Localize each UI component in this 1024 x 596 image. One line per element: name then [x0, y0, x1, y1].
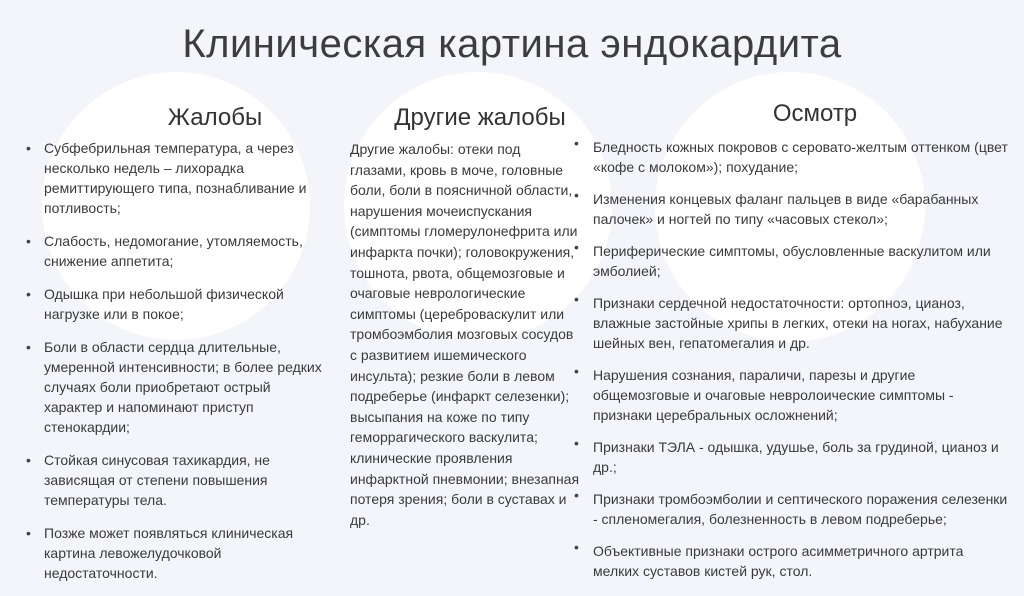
list-item: • Признаки сердечной недостаточности: ортопноэ, цианоз, влажные застойные хрипы в легких, отеки на ногах, набухание шейных вен, гепатомегалия и др. [593, 293, 1013, 353]
other-complaints-text: Другие жалобы: отеки под глазами, кровь в моче, головные боли, боли в поясничной области, нарушения мочеиспускания (симптомы гломерулонефрита или инфаркта почки); головокружения, тошнота, рвота, общемозговые и очаговые неврологические симптомы (цереброваскулит или тромбоэмболия мозговых сосудов с развитием ишемического инсульта); резкие боли в левом подреберье (инфаркт селезенки); высыпания на коже по типу геморрагического васкулита; клинические проявления инфарктной пневмонии; внезапная потеря зрения; боли в суставах и др. [350, 141, 580, 528]
complaints-list [44, 138, 329, 583]
list-item: • Позже может появляться клиническая картина левожелудочковой недостаточности. [44, 523, 329, 583]
complaints-column [44, 138, 329, 596]
list-item: • Изменения концевых фаланг пальцев в виде «барабанных палочек» и ногтей по типу «часовых стекол»; [593, 189, 1013, 229]
list-item: • Признаки тромбоэмболии и септического поражения селезенки - спленомегалия, болезненность в левом подреберье; [593, 489, 1013, 529]
slide-title: Клиническая картина эндокардита [182, 22, 842, 66]
column-heading-examination: Осмотр [772, 100, 858, 127]
list-item: • Признаки ТЭЛА - одышка, удушье, боль за грудиной, цианоз и др.; [593, 437, 1013, 477]
list-item: • Боли в области сердца длительные, умеренной интенсивности; в более редких случаях боли приобретают острый характер и напоминают приступ стенокардии; [44, 337, 329, 437]
column-heading-other-complaints: Другие жалобы [394, 104, 566, 131]
examination-column [593, 137, 1013, 593]
list-item: • Субфебрильная температура, а через несколько недель – лихорадка ремиттирующего типа, познабливание и потливость; [44, 138, 329, 218]
other-complaints-column [350, 139, 580, 530]
list-item: • Бледность кожных покровов с серовато-желтым оттенком (цвет «кофе с молоком»); похудание; [593, 137, 1013, 177]
column-heading-complaints: Жалобы [167, 104, 263, 131]
list-item: • Одышка при небольшой физической нагрузке или в покое; [44, 284, 329, 324]
examination-list [593, 137, 1013, 581]
list-item: • Слабость, недомогание, утомляемость, снижение аппетита; [44, 231, 329, 271]
list-item: • Нарушения сознания, параличи, парезы и другие общемозговые и очаговые невролоические симптомы - признаки церебральных осложнений; [593, 365, 1013, 425]
list-item: • Стойкая синусовая тахикардия, не зависящая от степени повышения температуры тела. [44, 450, 329, 510]
list-item: • Объективные признаки острого асимметричного артрита мелких суставов кистей рук, стол. [593, 541, 1013, 581]
list-item: • Периферические симптомы, обусловленные васкулитом или эмболией; [593, 241, 1013, 281]
